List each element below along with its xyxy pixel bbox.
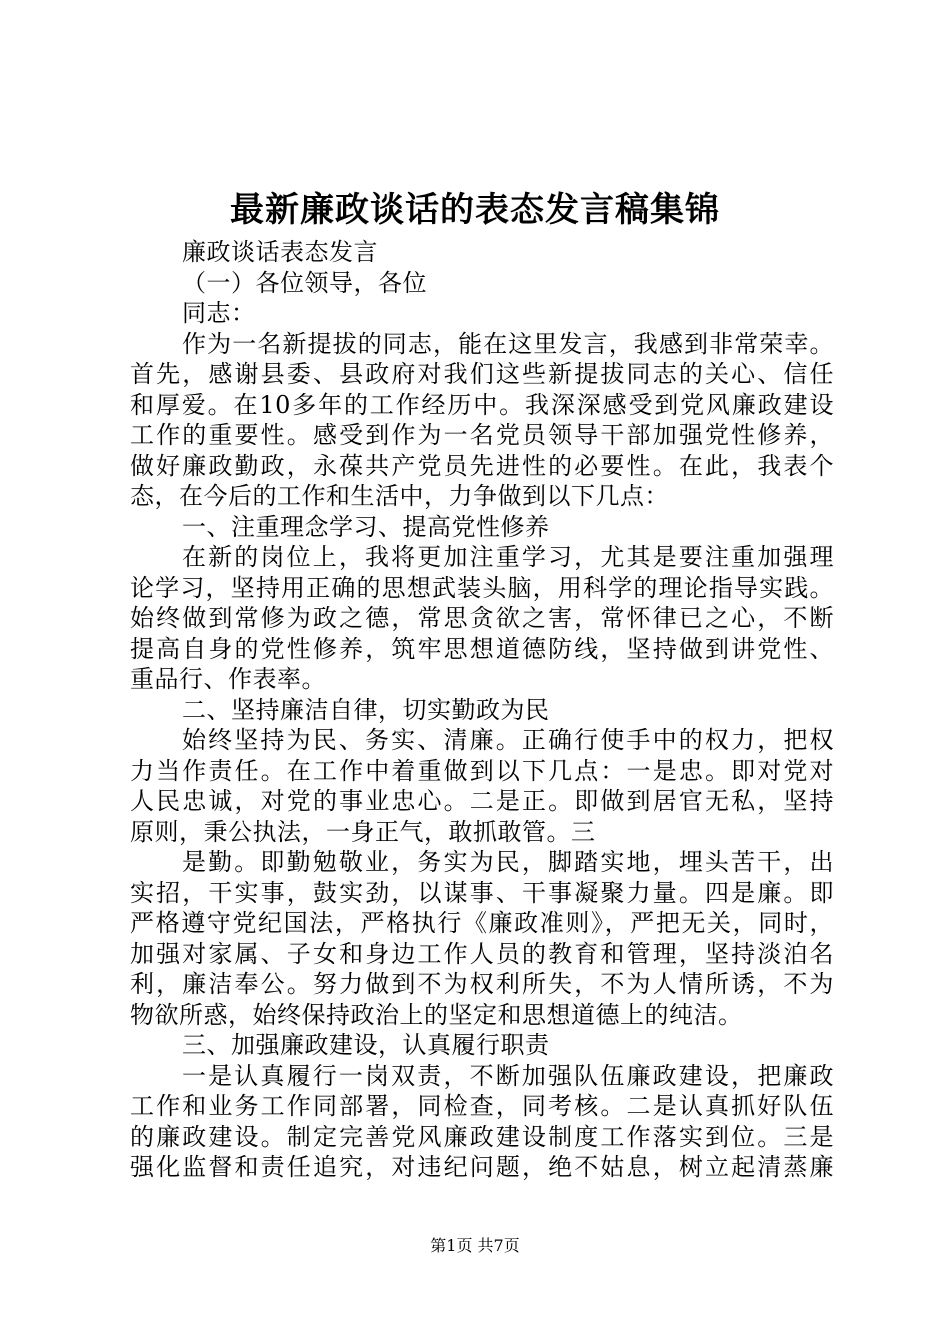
text-line: 廉政谈话表态发言 <box>182 238 378 266</box>
text-line: 始终坚持为民、务实、清廉。正确行使手中的权力，把权 <box>182 726 834 754</box>
text-line: 论学习，坚持用正确的思想武装头脑，用科学的理论指导实践。 <box>130 573 834 602</box>
text-line: 强化监督和责任追究，对违纪问题，绝不姑息，树立起清蒸廉 <box>130 1153 834 1181</box>
text-line: 力当作责任。在工作中着重做到以下几点：一是忠。即对党对 <box>130 756 834 785</box>
text-line: 在新的岗位上，我将更加注重学习，尤其是要注重加强理 <box>182 543 834 571</box>
text-line: 的廉政建设。制定完善党风廉政建设制度工作落实到位。三是 <box>130 1122 834 1151</box>
text-line: 一、注重理念学习、提高党性修养 <box>182 512 550 541</box>
text-line: 原则，秉公执法，一身正气，敢抓敢管。三 <box>130 817 596 846</box>
text-line: 实招，干实事，鼓实劲，以谋事、干事凝聚力量。四是廉。即 <box>130 878 834 907</box>
page-footer: 第1页 共7页 <box>430 1236 520 1255</box>
text-line: 二、坚持廉洁自律，切实勤政为民 <box>182 695 550 724</box>
text-line: 加强对家属、子女和身边工作人员的教育和管理，坚持淡泊名 <box>130 939 834 968</box>
text-line: 态，在今后的工作和生活中，力争做到以下几点： <box>130 482 669 510</box>
text-line: 物欲所惑，始终保持政治上的坚定和思想道德上的纯洁。 <box>130 1000 743 1029</box>
document-title: 最新廉政谈话的表态发言稿集锦 <box>230 190 720 230</box>
document-body <box>130 237 834 1183</box>
text-line: 始终做到常修为政之德，常思贪欲之害，常怀律已之心，不断 <box>130 604 834 632</box>
text-line: 严格遵守党纪国法，严格执行《廉政准则》，严把无关，同时， <box>130 909 834 937</box>
text-line: （一）各位领导，各位 <box>182 268 427 297</box>
text-line: 利，廉洁奉公。努力做到不为权利所失，不为人情所诱，不为 <box>130 970 834 998</box>
text-line: 三、加强廉政建设，认真履行职责 <box>182 1031 550 1059</box>
text-line: 和厚爱。在10多年的工作经历中。我深深感受到党风廉政建设 <box>130 390 834 419</box>
text-line: 人民忠诚，对党的事业忠心。二是正。即做到居官无私，坚持 <box>130 787 834 815</box>
text-line: 提高自身的党性修养，筑牢思想道德防线，坚持做到讲党性、 <box>130 634 834 663</box>
text-line: 作为一名新提拔的同志，能在这里发言，我感到非常荣幸。 <box>182 329 834 358</box>
text-line: 工作的重要性。感受到作为一名党员领导干部加强党性修养， <box>130 421 834 449</box>
text-line: 同志： <box>182 299 256 327</box>
text-line: 做好廉政勤政，永葆共产党员先进性的必要性。在此，我表个 <box>130 451 834 480</box>
text-line: 重品行、作表率。 <box>130 665 326 693</box>
text-line: 首先，感谢县委、县政府对我们这些新提拔同志的关心、信任 <box>130 360 834 388</box>
text-line: 工作和业务工作同部署，同检查，同考核。二是认真抓好队伍 <box>130 1092 834 1120</box>
text-line: 一是认真履行一岗双责，不断加强队伍廉政建设，把廉政 <box>182 1061 834 1090</box>
text-line: 是勤。即勤勉敬业，务实为民，脚踏实地，埋头苦干，出 <box>182 848 834 876</box>
